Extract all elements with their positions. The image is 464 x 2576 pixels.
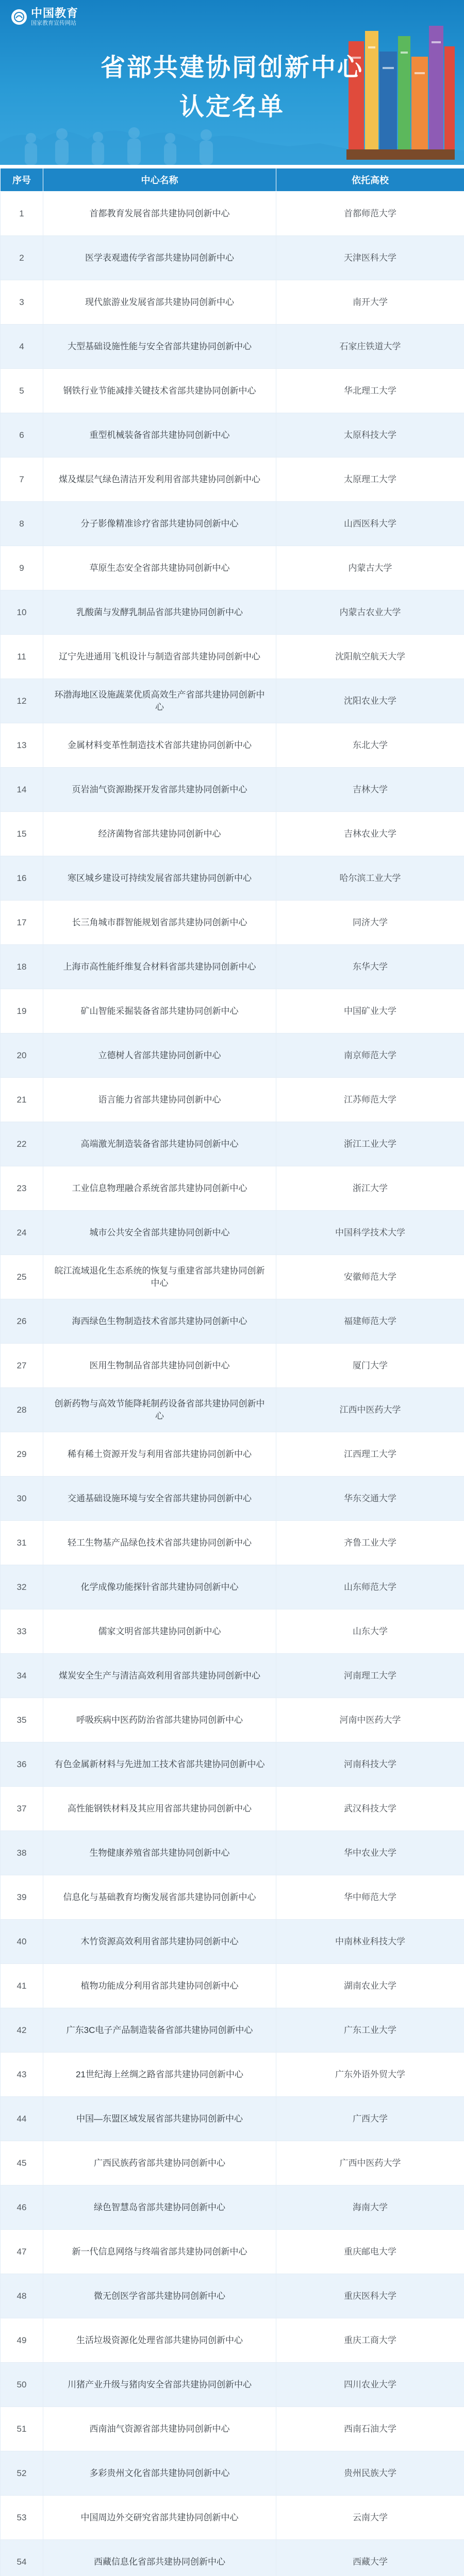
cell-university: 厦门大学 bbox=[276, 1344, 464, 1388]
cell-center-name: 创新药物与高效节能降耗制药设备省部共建协同创新中心 bbox=[43, 1388, 276, 1432]
cell-no: 1 bbox=[1, 192, 43, 236]
cell-university: 华中农业大学 bbox=[276, 1831, 464, 1875]
table-row bbox=[1, 2185, 464, 2230]
cell-center-name: 21世纪海上丝绸之路省部共建协同创新中心 bbox=[43, 2053, 276, 2097]
cell-university: 华北理工大学 bbox=[276, 369, 464, 413]
cell-center-name: 中国周边外交研究省部共建协同创新中心 bbox=[43, 2496, 276, 2540]
cell-no: 2 bbox=[1, 236, 43, 280]
cell-university: 河南科技大学 bbox=[276, 1742, 464, 1787]
table-row bbox=[1, 2053, 464, 2097]
cell-no: 22 bbox=[1, 1122, 43, 1166]
cell-university: 西南石油大学 bbox=[276, 2407, 464, 2451]
cell-no: 30 bbox=[1, 1477, 43, 1521]
cell-no: 21 bbox=[1, 1078, 43, 1122]
cell-no: 24 bbox=[1, 1211, 43, 1255]
table-row bbox=[1, 856, 464, 901]
cell-university: 重庆工商大学 bbox=[276, 2318, 464, 2363]
cell-center-name: 高端激光制造装备省部共建协同创新中心 bbox=[43, 1122, 276, 1166]
table-row bbox=[1, 2141, 464, 2185]
cell-university: 中南林业科技大学 bbox=[276, 1920, 464, 1964]
cell-university: 广西中医药大学 bbox=[276, 2141, 464, 2185]
cell-no: 48 bbox=[1, 2274, 43, 2318]
cell-university: 内蒙古农业大学 bbox=[276, 590, 464, 635]
cell-university: 河南理工大学 bbox=[276, 1654, 464, 1698]
cell-no: 51 bbox=[1, 2407, 43, 2451]
table-row bbox=[1, 2363, 464, 2407]
cell-no: 39 bbox=[1, 1875, 43, 1920]
cell-no: 54 bbox=[1, 2540, 43, 2576]
cell-no: 38 bbox=[1, 1831, 43, 1875]
cell-university: 华中师范大学 bbox=[276, 1875, 464, 1920]
cell-center-name: 经济菌物省部共建协同创新中心 bbox=[43, 812, 276, 856]
cell-center-name: 广西民族药省部共建协同创新中心 bbox=[43, 2141, 276, 2185]
cell-university: 石家庄铁道大学 bbox=[276, 325, 464, 369]
cell-university: 湖南农业大学 bbox=[276, 1964, 464, 2008]
cell-no: 50 bbox=[1, 2363, 43, 2407]
cell-university: 齐鲁工业大学 bbox=[276, 1521, 464, 1565]
cell-no: 33 bbox=[1, 1609, 43, 1654]
cell-university: 山西医科大学 bbox=[276, 502, 464, 546]
table-row bbox=[1, 2540, 464, 2576]
logo-mark-icon bbox=[11, 9, 27, 25]
cell-center-name: 首都教育发展省部共建协同创新中心 bbox=[43, 192, 276, 236]
table-row bbox=[1, 2451, 464, 2496]
cell-center-name: 语言能力省部共建协同创新中心 bbox=[43, 1078, 276, 1122]
cell-center-name: 植物功能成分利用省部共建协同创新中心 bbox=[43, 1964, 276, 2008]
table-row bbox=[1, 325, 464, 369]
cell-center-name: 现代旅游业发展省部共建协同创新中心 bbox=[43, 280, 276, 325]
cell-no: 3 bbox=[1, 280, 43, 325]
cell-no: 18 bbox=[1, 945, 43, 989]
table-row bbox=[1, 2008, 464, 2053]
cell-center-name: 稀有稀土资源开发与利用省部共建协同创新中心 bbox=[43, 1432, 276, 1477]
cell-no: 13 bbox=[1, 723, 43, 768]
cell-center-name: 钢铁行业节能减排关键技术省部共建协同创新中心 bbox=[43, 369, 276, 413]
cell-university: 南开大学 bbox=[276, 280, 464, 325]
table-row bbox=[1, 1964, 464, 2008]
cell-center-name: 广东3C电子产品制造装备省部共建协同创新中心 bbox=[43, 2008, 276, 2053]
cell-center-name: 化学成像功能探针省部共建协同创新中心 bbox=[43, 1565, 276, 1609]
table-row bbox=[1, 369, 464, 413]
table-row bbox=[1, 1565, 464, 1609]
cell-university: 江苏师范大学 bbox=[276, 1078, 464, 1122]
cell-no: 23 bbox=[1, 1166, 43, 1211]
cell-university: 广东工业大学 bbox=[276, 2008, 464, 2053]
cell-university: 浙江工业大学 bbox=[276, 1122, 464, 1166]
cell-university: 安徽师范大学 bbox=[276, 1255, 464, 1299]
cell-university: 山东师范大学 bbox=[276, 1565, 464, 1609]
cell-university: 太原理工大学 bbox=[276, 457, 464, 502]
table-row bbox=[1, 413, 464, 457]
cell-no: 6 bbox=[1, 413, 43, 457]
cell-university: 吉林大学 bbox=[276, 768, 464, 812]
cell-center-name: 煤及煤层气绿色清洁开发利用省部共建协同创新中心 bbox=[43, 457, 276, 502]
table-row bbox=[1, 236, 464, 280]
logo-main-text: 中国教育 bbox=[31, 7, 79, 20]
table-row bbox=[1, 546, 464, 590]
cell-center-name: 生物健康养殖省部共建协同创新中心 bbox=[43, 1831, 276, 1875]
cell-university: 江西中医药大学 bbox=[276, 1388, 464, 1432]
table-row bbox=[1, 1920, 464, 1964]
cell-center-name: 重型机械装备省部共建协同创新中心 bbox=[43, 413, 276, 457]
cell-university: 内蒙古大学 bbox=[276, 546, 464, 590]
cell-university: 重庆医科大学 bbox=[276, 2274, 464, 2318]
cell-university: 武汉科技大学 bbox=[276, 1787, 464, 1831]
table-header-row bbox=[1, 168, 464, 192]
table-row bbox=[1, 1521, 464, 1565]
cell-no: 43 bbox=[1, 2053, 43, 2097]
table-row bbox=[1, 989, 464, 1033]
cell-center-name: 高性能钢铁材料及其应用省部共建协同创新中心 bbox=[43, 1787, 276, 1831]
cell-university: 沈阳农业大学 bbox=[276, 679, 464, 723]
cell-university: 南京师范大学 bbox=[276, 1033, 464, 1078]
table-row bbox=[1, 1432, 464, 1477]
cell-center-name: 川猪产业升级与猪肉安全省部共建协同创新中心 bbox=[43, 2363, 276, 2407]
table-row bbox=[1, 2318, 464, 2363]
cell-no: 44 bbox=[1, 2097, 43, 2141]
cell-university: 福建师范大学 bbox=[276, 1299, 464, 1344]
table-row bbox=[1, 2097, 464, 2141]
cell-center-name: 环渤海地区设施蔬菜优质高效生产省部共建协同创新中心 bbox=[43, 679, 276, 723]
cell-university: 东华大学 bbox=[276, 945, 464, 989]
table-row bbox=[1, 1609, 464, 1654]
cell-university: 西藏大学 bbox=[276, 2540, 464, 2576]
cell-no: 53 bbox=[1, 2496, 43, 2540]
cell-center-name: 新一代信息网络与终端省部共建协同创新中心 bbox=[43, 2230, 276, 2274]
header-banner bbox=[0, 0, 464, 165]
cell-no: 19 bbox=[1, 989, 43, 1033]
page-title: 省部共建协同创新中心 bbox=[100, 54, 363, 81]
cell-center-name: 立德树人省部共建协同创新中心 bbox=[43, 1033, 276, 1078]
cell-university: 河南中医药大学 bbox=[276, 1698, 464, 1742]
cell-university: 吉林农业大学 bbox=[276, 812, 464, 856]
list-table-container bbox=[0, 168, 464, 2576]
logo[interactable] bbox=[11, 7, 78, 27]
page-subtitle: 认定名单 bbox=[179, 93, 285, 121]
cell-no: 37 bbox=[1, 1787, 43, 1831]
cell-no: 11 bbox=[1, 635, 43, 679]
cell-university: 东北大学 bbox=[276, 723, 464, 768]
table-row bbox=[1, 1344, 464, 1388]
table-row bbox=[1, 2407, 464, 2451]
cell-university: 首都师范大学 bbox=[276, 192, 464, 236]
table-row bbox=[1, 901, 464, 945]
cell-center-name: 长三角城市群智能规划省部共建协同创新中心 bbox=[43, 901, 276, 945]
cell-university: 同济大学 bbox=[276, 901, 464, 945]
cell-no: 34 bbox=[1, 1654, 43, 1698]
table-row bbox=[1, 1388, 464, 1432]
cell-no: 17 bbox=[1, 901, 43, 945]
cell-center-name: 煤炭安全生产与清洁高效利用省部共建协同创新中心 bbox=[43, 1654, 276, 1698]
table-row bbox=[1, 1255, 464, 1299]
cell-university: 广西大学 bbox=[276, 2097, 464, 2141]
cell-no: 8 bbox=[1, 502, 43, 546]
cell-center-name: 皖江流域退化生态系统的恢复与重建省部共建协同创新中心 bbox=[43, 1255, 276, 1299]
cell-no: 12 bbox=[1, 679, 43, 723]
cell-no: 45 bbox=[1, 2141, 43, 2185]
cell-no: 7 bbox=[1, 457, 43, 502]
cell-no: 49 bbox=[1, 2318, 43, 2363]
cell-university: 海南大学 bbox=[276, 2185, 464, 2230]
cell-no: 16 bbox=[1, 856, 43, 901]
table-row bbox=[1, 457, 464, 502]
table-row bbox=[1, 1698, 464, 1742]
table-row bbox=[1, 1299, 464, 1344]
cell-center-name: 呼吸疾病中医药防治省部共建协同创新中心 bbox=[43, 1698, 276, 1742]
cell-university: 江西理工大学 bbox=[276, 1432, 464, 1477]
cell-university: 四川农业大学 bbox=[276, 2363, 464, 2407]
cell-university: 中国科学技术大学 bbox=[276, 1211, 464, 1255]
table-row bbox=[1, 945, 464, 989]
cell-center-name: 西藏信息化省部共建协同创新中心 bbox=[43, 2540, 276, 2576]
cell-center-name: 生活垃圾资源化处理省部共建协同创新中心 bbox=[43, 2318, 276, 2363]
cell-university: 广东外语外贸大学 bbox=[276, 2053, 464, 2097]
cell-center-name: 页岩油气资源勘探开发省部共建协同创新中心 bbox=[43, 768, 276, 812]
table-row bbox=[1, 1654, 464, 1698]
cell-university: 天津医科大学 bbox=[276, 236, 464, 280]
cell-no: 28 bbox=[1, 1388, 43, 1432]
cell-center-name: 草原生态安全省部共建协同创新中心 bbox=[43, 546, 276, 590]
cell-center-name: 儒家文明省部共建协同创新中心 bbox=[43, 1609, 276, 1654]
table-row bbox=[1, 723, 464, 768]
cell-university: 浙江大学 bbox=[276, 1166, 464, 1211]
cell-no: 31 bbox=[1, 1521, 43, 1565]
cell-no: 36 bbox=[1, 1742, 43, 1787]
table-row bbox=[1, 1033, 464, 1078]
cell-no: 29 bbox=[1, 1432, 43, 1477]
cell-center-name: 有色金属新材料与先进加工技术省部共建协同创新中心 bbox=[43, 1742, 276, 1787]
table-row bbox=[1, 1742, 464, 1787]
cell-center-name: 工业信息物理融合系统省部共建协同创新中心 bbox=[43, 1166, 276, 1211]
table-body bbox=[1, 192, 464, 2576]
cell-no: 4 bbox=[1, 325, 43, 369]
header-university: 依托高校 bbox=[276, 168, 464, 192]
logo-sub-text: 国家教育宣传网站 bbox=[31, 20, 76, 26]
cell-center-name: 分子影像精准诊疗省部共建协同创新中心 bbox=[43, 502, 276, 546]
table-row bbox=[1, 812, 464, 856]
cell-center-name: 上海市高性能纤维复合材料省部共建协同创新中心 bbox=[43, 945, 276, 989]
cell-no: 40 bbox=[1, 1920, 43, 1964]
cell-university: 太原科技大学 bbox=[276, 413, 464, 457]
table-row bbox=[1, 1831, 464, 1875]
table-row bbox=[1, 1166, 464, 1211]
cell-no: 42 bbox=[1, 2008, 43, 2053]
table-row bbox=[1, 1211, 464, 1255]
cell-center-name: 绿色智慧岛省部共建协同创新中心 bbox=[43, 2185, 276, 2230]
center-list-table bbox=[0, 168, 464, 2576]
cell-no: 26 bbox=[1, 1299, 43, 1344]
cell-center-name: 多彩贵州文化省部共建协同创新中心 bbox=[43, 2451, 276, 2496]
cell-center-name: 矿山智能采掘装备省部共建协同创新中心 bbox=[43, 989, 276, 1033]
cell-university: 贵州民族大学 bbox=[276, 2451, 464, 2496]
table-row bbox=[1, 2496, 464, 2540]
header-no: 序号 bbox=[1, 168, 43, 192]
cell-center-name: 辽宁先进通用飞机设计与制造省部共建协同创新中心 bbox=[43, 635, 276, 679]
table-row bbox=[1, 1787, 464, 1831]
cell-center-name: 乳酸菌与发酵乳制品省部共建协同创新中心 bbox=[43, 590, 276, 635]
cell-no: 52 bbox=[1, 2451, 43, 2496]
table-row bbox=[1, 1477, 464, 1521]
table-row bbox=[1, 1875, 464, 1920]
cell-university: 重庆邮电大学 bbox=[276, 2230, 464, 2274]
cell-university: 哈尔滨工业大学 bbox=[276, 856, 464, 901]
cell-center-name: 轻工生物基产品绿色技术省部共建协同创新中心 bbox=[43, 1521, 276, 1565]
table-row bbox=[1, 2274, 464, 2318]
cell-no: 25 bbox=[1, 1255, 43, 1299]
cell-center-name: 医学表观遗传学省部共建协同创新中心 bbox=[43, 236, 276, 280]
cell-center-name: 城市公共安全省部共建协同创新中心 bbox=[43, 1211, 276, 1255]
cell-university: 山东大学 bbox=[276, 1609, 464, 1654]
table-row bbox=[1, 192, 464, 236]
cell-center-name: 交通基础设施环境与安全省部共建协同创新中心 bbox=[43, 1477, 276, 1521]
cell-center-name: 西南油气资源省部共建协同创新中心 bbox=[43, 2407, 276, 2451]
cell-university: 沈阳航空航天大学 bbox=[276, 635, 464, 679]
cell-center-name: 金属材料变革性制造技术省部共建协同创新中心 bbox=[43, 723, 276, 768]
cell-no: 32 bbox=[1, 1565, 43, 1609]
cell-center-name: 医用生物制品省部共建协同创新中心 bbox=[43, 1344, 276, 1388]
cell-center-name: 中国—东盟区域发展省部共建协同创新中心 bbox=[43, 2097, 276, 2141]
cell-center-name: 木竹资源高效利用省部共建协同创新中心 bbox=[43, 1920, 276, 1964]
cell-university: 云南大学 bbox=[276, 2496, 464, 2540]
cell-no: 35 bbox=[1, 1698, 43, 1742]
table-row bbox=[1, 635, 464, 679]
cell-center-name: 信息化与基础教育均衡发展省部共建协同创新中心 bbox=[43, 1875, 276, 1920]
cell-no: 46 bbox=[1, 2185, 43, 2230]
table-row bbox=[1, 768, 464, 812]
cell-no: 27 bbox=[1, 1344, 43, 1388]
table-row bbox=[1, 502, 464, 546]
cell-no: 20 bbox=[1, 1033, 43, 1078]
cell-no: 41 bbox=[1, 1964, 43, 2008]
cell-no: 5 bbox=[1, 369, 43, 413]
table-row bbox=[1, 1078, 464, 1122]
table-row bbox=[1, 2230, 464, 2274]
header-center-name: 中心名称 bbox=[43, 168, 276, 192]
cell-center-name: 海西绿色生物制造技术省部共建协同创新中心 bbox=[43, 1299, 276, 1344]
cell-university: 华东交通大学 bbox=[276, 1477, 464, 1521]
cell-no: 9 bbox=[1, 546, 43, 590]
cell-center-name: 微无创医学省部共建协同创新中心 bbox=[43, 2274, 276, 2318]
table-row bbox=[1, 590, 464, 635]
table-row bbox=[1, 679, 464, 723]
cell-no: 14 bbox=[1, 768, 43, 812]
table-row bbox=[1, 1122, 464, 1166]
cell-center-name: 大型基础设施性能与安全省部共建协同创新中心 bbox=[43, 325, 276, 369]
cell-university: 中国矿业大学 bbox=[276, 989, 464, 1033]
cell-no: 15 bbox=[1, 812, 43, 856]
cell-center-name: 寒区城乡建设可持续发展省部共建协同创新中心 bbox=[43, 856, 276, 901]
table-row bbox=[1, 280, 464, 325]
cell-no: 47 bbox=[1, 2230, 43, 2274]
cell-no: 10 bbox=[1, 590, 43, 635]
